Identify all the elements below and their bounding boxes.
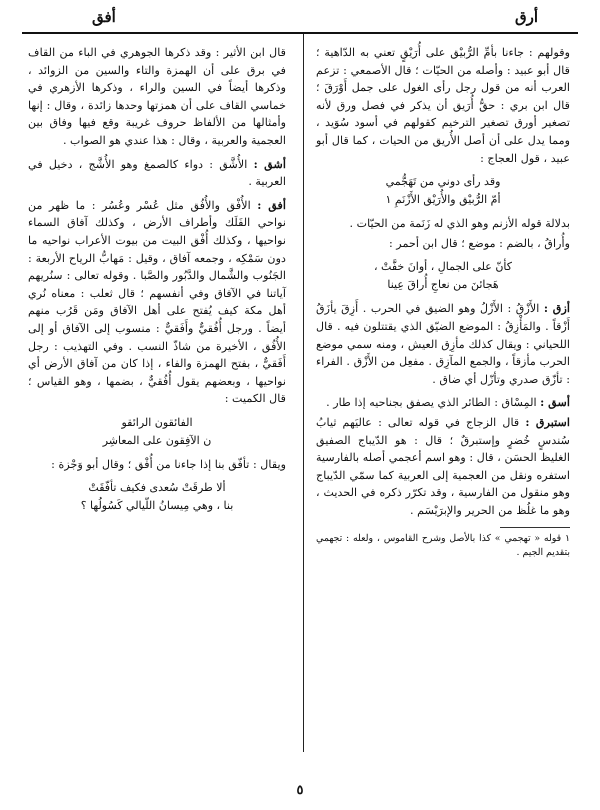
entry-text: الأُفْق والأُفُق مثل عُسْر وعُسُر : ما ظهر من نواحي الفَلَك وأطراف الأرض ، وكذلك آفاق السماء نواحيها ، وكذلك أُفْق البيت من بيوت الأعراب نواحيه ما دون سَمْكِه ، وجمعه آفاق ، وقيل : مَهابُّ الرياح الأربعة : الجَنُوب والشَّمال والدَّبُور والصَّبا . وقوله تعالى : سنُريهم آياتنا في الآفاق وفي أنفسهم ؛ قال ثعلب : معناه نُري أهل مكة كيف يُفتح على أهل الآفاق ومَن قَرُب منهم أيضاً . ورجل أُفُقيٌّ وأَفَقيٌّ : منسوب إلى الآفاق أو إلى الأُفُق ، الأخيرة من شاذّ النسب . وفي التهذيب : رجل أَفَقيٌّ ، بفتح الهمزة والفاء ، إذا كان من آفاق الأرض أي نواحيها ، وبعضهم يقول أُفُقيٌّ ، بضمها ، وهو القياس ؛ قال الكميت :: [28, 198, 286, 406]
entry-azq: [316, 300, 570, 388]
headword: أشق :: [253, 156, 286, 171]
entry-istabraq: [316, 414, 570, 520]
header-rule: [22, 32, 578, 34]
paragraph: وقولهم : جاءنا بأمِّ الرُّبيْق على أُرَيْقٍ تعني به الدّاهية ؛ قال أبو عبيد : وأصله من الحيّات ؛ قال الأصمعي : تزعم العرب أنه من قول رجل رأى الغول على جمل أَوْرَقَ ؛ قال ابن بري : حقُّ أُرَيق أن يذكر في فصل ورق لأنه تصغير أورق تصغير الترخيم كقولهم في أسود سُوَيد ، ومما يدل على أن أصل الأُريق من الحيات ، كما قال أبو عبيد ، قول العجاج :: [316, 46, 570, 165]
entry-text: قال الزجاج في قوله تعالى : عاليَهم ثيابُ سُندسٍ خُضرٍ وإستبرقٌ ؛ قال : هو الدّيباج الصفيق الغليظ الحسَن ، قال : وهو اسم أعجمي أصله بالفارسية استفره ونقل من العجمية إلى العربية كما سمّي الدّيباج وهو منقول من الفارسية ، وقد تكرّر ذكره في الحديث ، وهو ما غلُظ من الحرير والإبرَيْسَم .: [316, 415, 570, 517]
entry-ashq: [28, 156, 286, 191]
verse-line: أمّ الرُّبيْق والأُرَيْق الأَزْنَمِ ١: [385, 193, 501, 207]
entry-text: الأُشَّق : دواء كالصمغ وهو الأُشَّج ، دخيل في العربية .: [28, 157, 286, 189]
running-header-right: أرق: [514, 8, 538, 26]
verse-line: هَجائنَ من نعاجِ أُراقَ عِينا: [387, 278, 499, 292]
column-divider: [303, 34, 304, 752]
verse: [28, 479, 286, 515]
entry-text: المِسْاق : الطائر الذي يصفق بجناحيه إذا طار .: [326, 396, 541, 410]
verse-line: بنا ، وهي مِيسانُ اللّيالي كَسُولُها ؟: [80, 499, 234, 513]
left-column: [28, 44, 286, 521]
paragraph: وأُراقُ ، بالضم : موضع ؛ قال ابن أحمر :: [388, 236, 570, 250]
verse-line: الفائقون الرائقو: [121, 415, 193, 429]
footnote: ١ قوله « تهجمي » كذا بالأصل وشرح القاموس ، ولعله : تجهمي بتقديم الجيم .: [316, 533, 570, 559]
verse-line: ألا طرقَتْ سُعدى فكيف تأفّقَتْ: [88, 481, 226, 495]
paragraph: بدلالة قوله الأزنم وهو الذي له زَنَمة من الحيّات .: [349, 217, 570, 231]
headword: أزق :: [543, 301, 571, 316]
verse: [316, 258, 570, 294]
paragraph: قال ابن الأثير : وقد ذكرها الجوهري في الباء من القاف في برق على أن الهمزة والتاء والسين من الزوائد ، وذكرها أيضاً في السين والراء ، وذكرها الأزهري في خماسي القاف على أن همزتها وحدها زائدة ، وقال : إنها وأمثالها من الألفاظ حروف غريبة وقع فيها وفاق بين العجمية والعربية ، وقال : هذا عندي هو الصواب .: [28, 46, 286, 147]
footnote-rule: [500, 527, 570, 528]
entry-text: الأَزْقُ : الأَزْلُ وهو الضيق في الحرب . أَزِقَ يأزَقُ أَزْقاً . والمَأْزِقُ : الموضع الضيّق الذي يقتتلون فيه . قال اللحياني : ويقال كذلك مأزِق العيش ، ومنه سمي موضع الحرب مأزقاً ، والجمع المآزِق . مفعِل من الأَزْق . الفراء : تأزّق صدري وتأزّل أي ضاق .: [316, 302, 570, 386]
headword: أسق :: [540, 395, 570, 410]
paragraph: ويقال : تأفّق بنا إذا جاءنا من أُفْق ؛ وقال أبو وَجْزة :: [51, 457, 286, 471]
entry-afq: [28, 197, 286, 408]
right-column: [316, 44, 570, 560]
entry-asq: [316, 394, 570, 412]
page-number: ٥: [296, 783, 304, 798]
headword: استبرق :: [525, 414, 570, 429]
verse: [28, 414, 286, 450]
verse: [316, 173, 570, 209]
verse-line: ن الآفِقون على المعاشِر: [102, 433, 212, 447]
running-header-left: أفق: [92, 8, 116, 26]
verse-line: كأنّ على الجمالِ ، أوانَ خفَّتْ ،: [374, 260, 512, 274]
headword: أفق :: [257, 197, 286, 212]
verse-line: وقد رأى دوني من تَهَجُّمي: [385, 175, 501, 189]
